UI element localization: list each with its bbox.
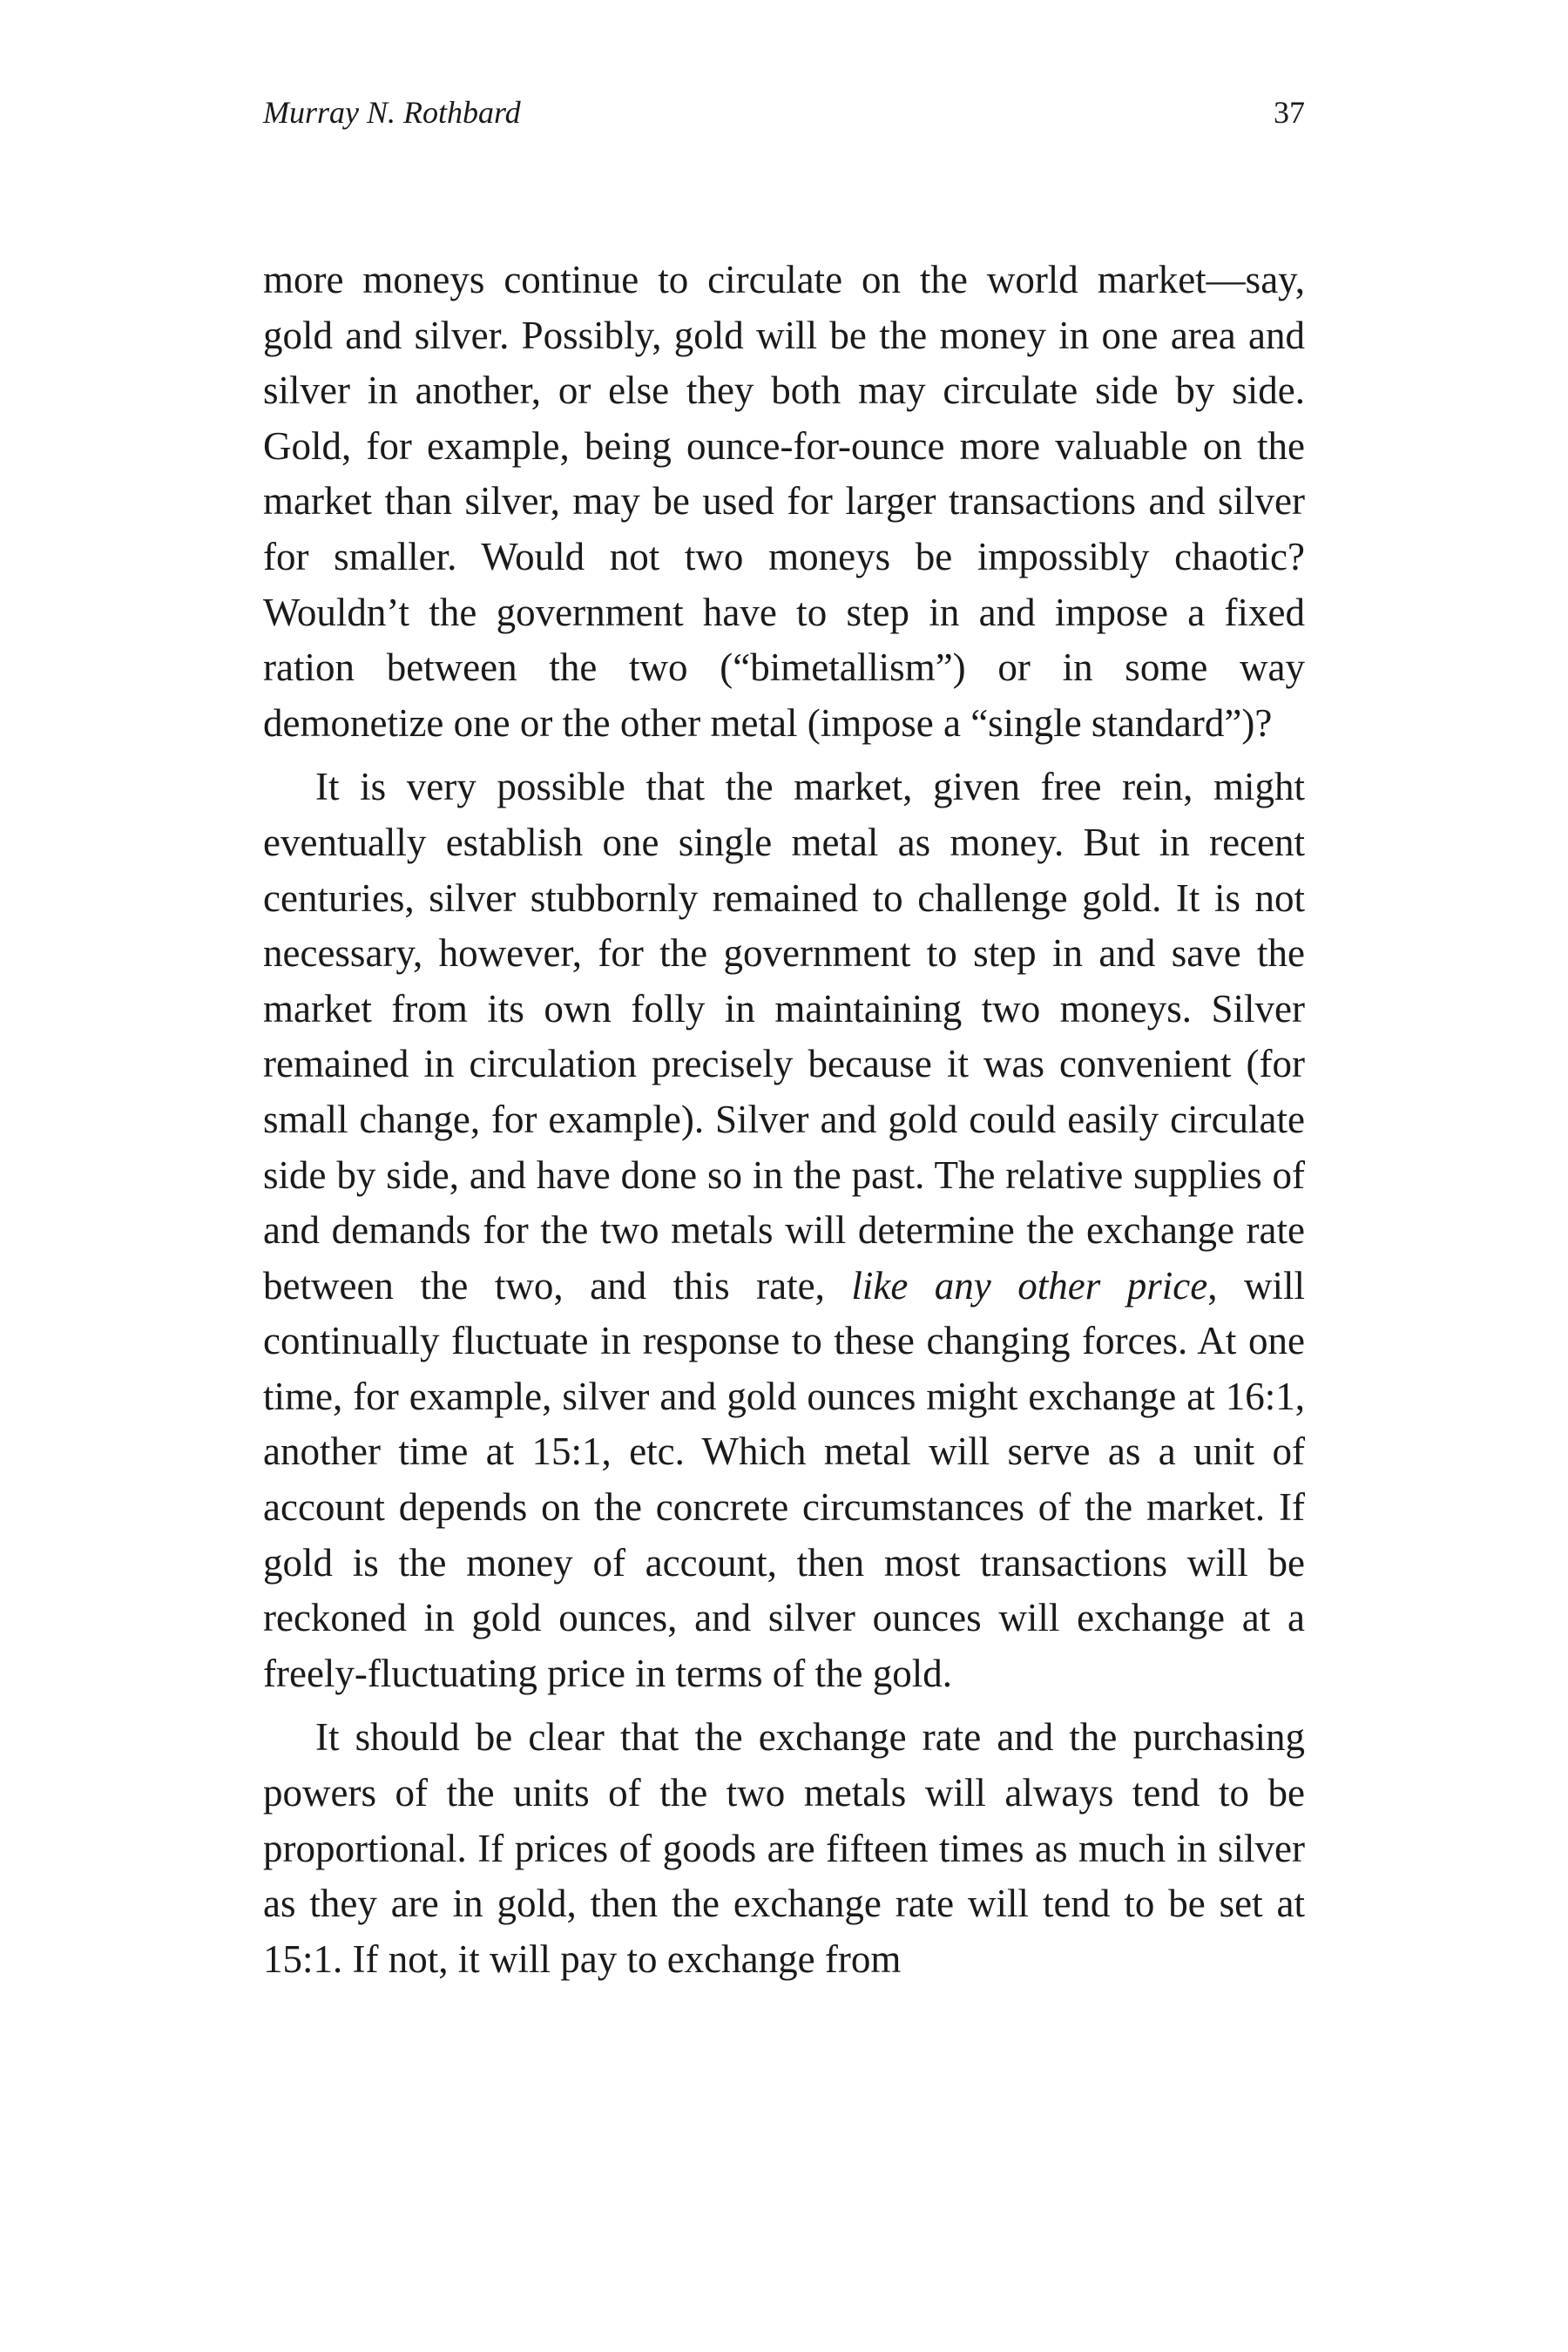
paragraph-2-part-1: It is very possible that the market, given free rein, might eventually establish one single metal as money. But in recent centuries, silver stubbornly remained to challenge gold. It is not necessary, however, for the government to step in and save the market from its own folly in maintaining two moneys. Silver remained in circulation precisely because it was convenient (for small change, for example). Silver and gold could easily circulate side by side, and have done so in the past. The relative supplies of and demands for the two metals will determine the exchange rate between the two, and this rate, xyxy=(263,765,1305,1308)
paragraph-3: It should be clear that the exchange rate and the purchasing powers of the units of the two metals will always tend to be proportional. If prices of goods are fifteen times as much in silver as they are in gold, then the exchange rate will tend to be set at 15:1. If not, it will pay to exchange from xyxy=(263,1715,1305,1981)
running-head-author: Murray N. Rothbard xyxy=(263,95,521,130)
page-number: 37 xyxy=(1274,95,1305,130)
paragraph-2 xyxy=(263,760,1305,1701)
paragraph-2-emphasis: like any other price xyxy=(851,1263,1208,1308)
paragraph-1: more moneys continue to circulate on the world market—say, gold and silver. Possibly, gold will be the money in one area and silver in another, or else they both may circulate side by side. Gold, for example, being ounce-for-ounce more valuable on the market than silver, may be used for larger transactions and silver for smaller. Would not two moneys be impossibly chaotic? Wouldn’t the government have to step in and impose a fixed ration between the two (“bimetallism”) or in some way demonetize one or the other metal (impose a “single standard”)? xyxy=(263,258,1305,745)
body-text xyxy=(263,253,1305,1987)
paragraph-2-part-2: , will continually fluctuate in response to these changing forces. At one time, for example, silver and gold ounces might exchange at 16:1, another time at 15:1, etc. Which metal will serve as a unit of account depends on the concrete circumstances of the market. If gold is the money of account, then most transactions will be reckoned in gold ounces, and silver ounces will exchange at a freely-fluctuating price in terms of the gold. xyxy=(263,1263,1305,1695)
running-head xyxy=(263,94,1305,138)
